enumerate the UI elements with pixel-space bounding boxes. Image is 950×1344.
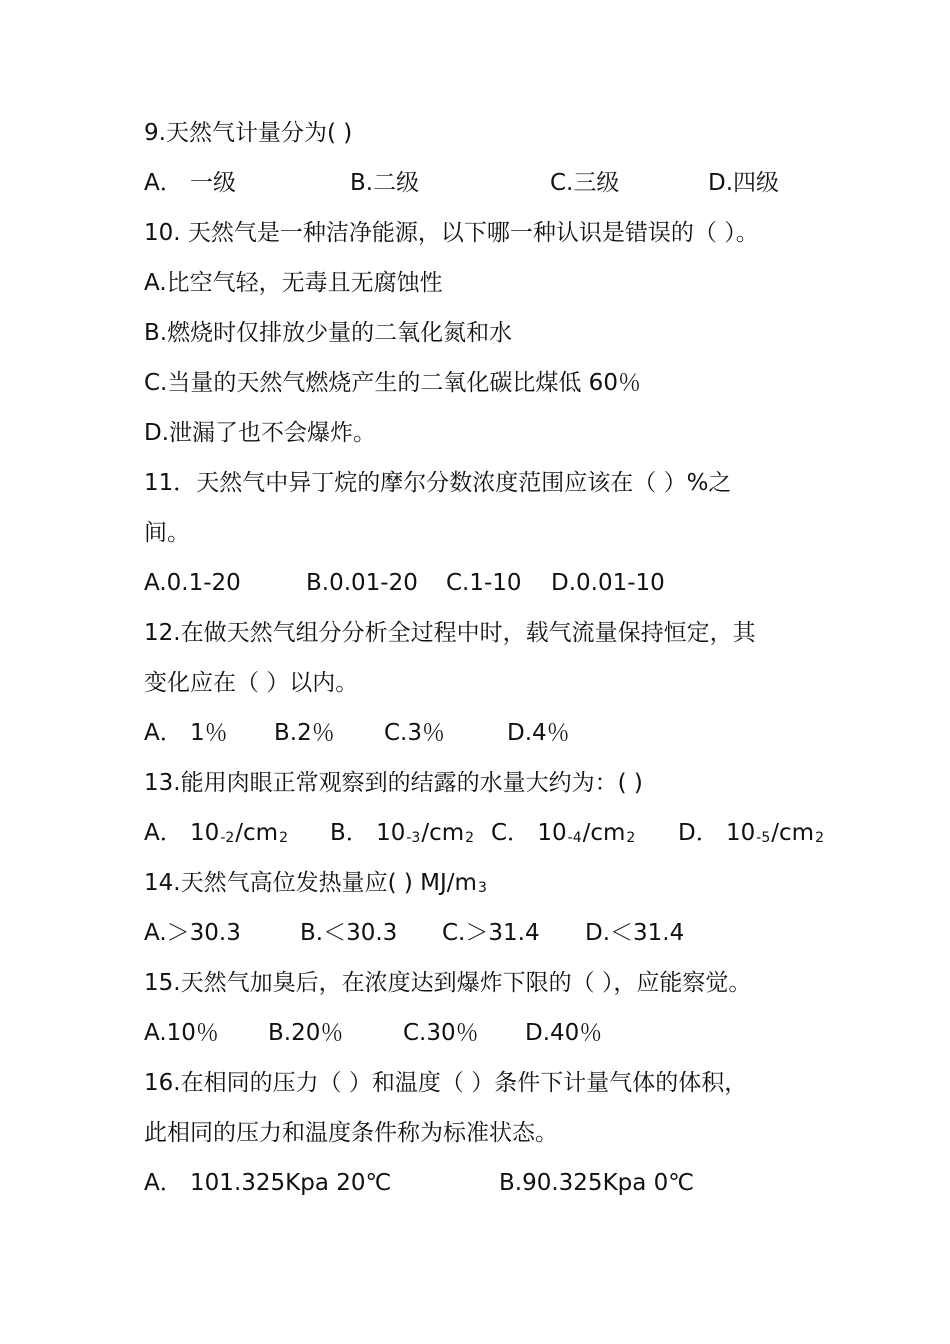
question-15-option-a: A.10％: [144, 1020, 219, 1046]
question-9-option-d: D.四级: [708, 170, 780, 196]
question-13-stem: 13.能用肉眼正常观察到的结露的水量大约为：( ): [144, 770, 643, 796]
question-15-option-d: D.40％: [525, 1020, 603, 1046]
question-14-option-a: A.＞30.3: [144, 920, 241, 946]
option-a-exponent: -2: [220, 830, 235, 846]
question-11-option-d: D.0.01-10: [551, 570, 665, 596]
question-16-stem-line-2: 此相同的压力和温度条件称为标准状态。: [144, 1120, 558, 1146]
question-11-option-b: B.0.01-20: [306, 570, 418, 596]
question-16-option-b: B.90.325Kpa 0℃: [499, 1170, 695, 1196]
option-b-unit: /cm: [421, 820, 465, 846]
question-15-option-b: B.20％: [268, 1020, 344, 1046]
question-10-option-b: B.燃烧时仅排放少量的二氧化氮和水: [144, 320, 513, 346]
question-16-stem-line-1: 16.在相同的压力（ ）和温度（ ）条件下计量气体的体积，: [144, 1070, 748, 1096]
option-a-unit-sub: 2: [279, 830, 289, 846]
option-c-exponent: -4: [567, 830, 582, 846]
question-10-option-c: C.当量的天然气燃烧产生的二氧化碳比煤低 60％: [144, 370, 641, 396]
option-d-unit: /cm: [771, 820, 815, 846]
option-c-base: C． 10: [491, 820, 567, 846]
question-13-option-a: [144, 818, 289, 853]
question-9-option-a: A． 一级: [144, 170, 237, 196]
question-13-option-b: [330, 818, 475, 853]
option-c-unit: /cm: [582, 820, 626, 846]
question-12-option-d: D.4％: [507, 720, 570, 746]
question-14-option-b: B.＜30.3: [300, 920, 398, 946]
question-11-option-a: A.0.1-20: [144, 570, 241, 596]
question-10-stem: 10. 天然气是一种洁净能源，以下哪一种认识是错误的（ ）。: [144, 220, 759, 246]
question-10-option-a: A.比空气轻，无毒且无腐蚀性: [144, 270, 443, 296]
option-b-exponent: -3: [406, 830, 421, 846]
option-d-unit-sub: 2: [815, 830, 824, 846]
question-12-option-a: A． 1％: [144, 720, 228, 746]
option-d-base: D． 10: [678, 820, 756, 846]
option-c-unit-sub: 2: [626, 830, 636, 846]
question-9-option-b: B.二级: [350, 170, 420, 196]
question-9-stem: 9.天然气计量分为( ): [144, 120, 353, 146]
question-15-option-c: C.30％: [403, 1020, 479, 1046]
question-13-option-c: [491, 818, 636, 853]
question-9-option-c: C.三级: [550, 170, 620, 196]
question-12-option-b: B.2％: [274, 720, 335, 746]
question-12-option-c: C.3％: [384, 720, 446, 746]
option-a-base: A． 10: [144, 820, 220, 846]
question-11-stem-line-2: 间。: [144, 520, 190, 546]
option-a-unit: /cm: [235, 820, 279, 846]
question-15-stem: 15.天然气加臭后，在浓度达到爆炸下限的（ ），应能察觉。: [144, 970, 752, 996]
question-14-stem: [144, 868, 488, 903]
question-16-option-a: A． 101.325Kpa 20℃: [144, 1170, 392, 1196]
option-b-unit-sub: 2: [465, 830, 475, 846]
question-11-option-c: C.1-10: [446, 570, 522, 596]
question-12-stem-line-1: 12.在做天然气组分分析全过程中时，载气流量保持恒定，其: [144, 620, 756, 646]
question-14-stem-sub: 3: [477, 880, 487, 896]
option-b-base: B． 10: [330, 820, 406, 846]
option-d-exponent: -5: [756, 830, 771, 846]
question-14-option-c: C.＞31.4: [442, 920, 540, 946]
question-12-stem-line-2: 变化应在（ ）以内。: [144, 670, 359, 696]
question-14-stem-text: 14.天然气高位发热量应( ) MJ/m: [144, 870, 477, 896]
question-13-option-d: [678, 818, 825, 853]
question-10-option-d: D.泄漏了也不会爆炸。: [144, 420, 377, 446]
question-14-option-d: D.＜31.4: [585, 920, 685, 946]
question-11-stem-line-1: 11．天然气中异丁烷的摩尔分数浓度范围应该在（ ）%之: [144, 470, 732, 496]
